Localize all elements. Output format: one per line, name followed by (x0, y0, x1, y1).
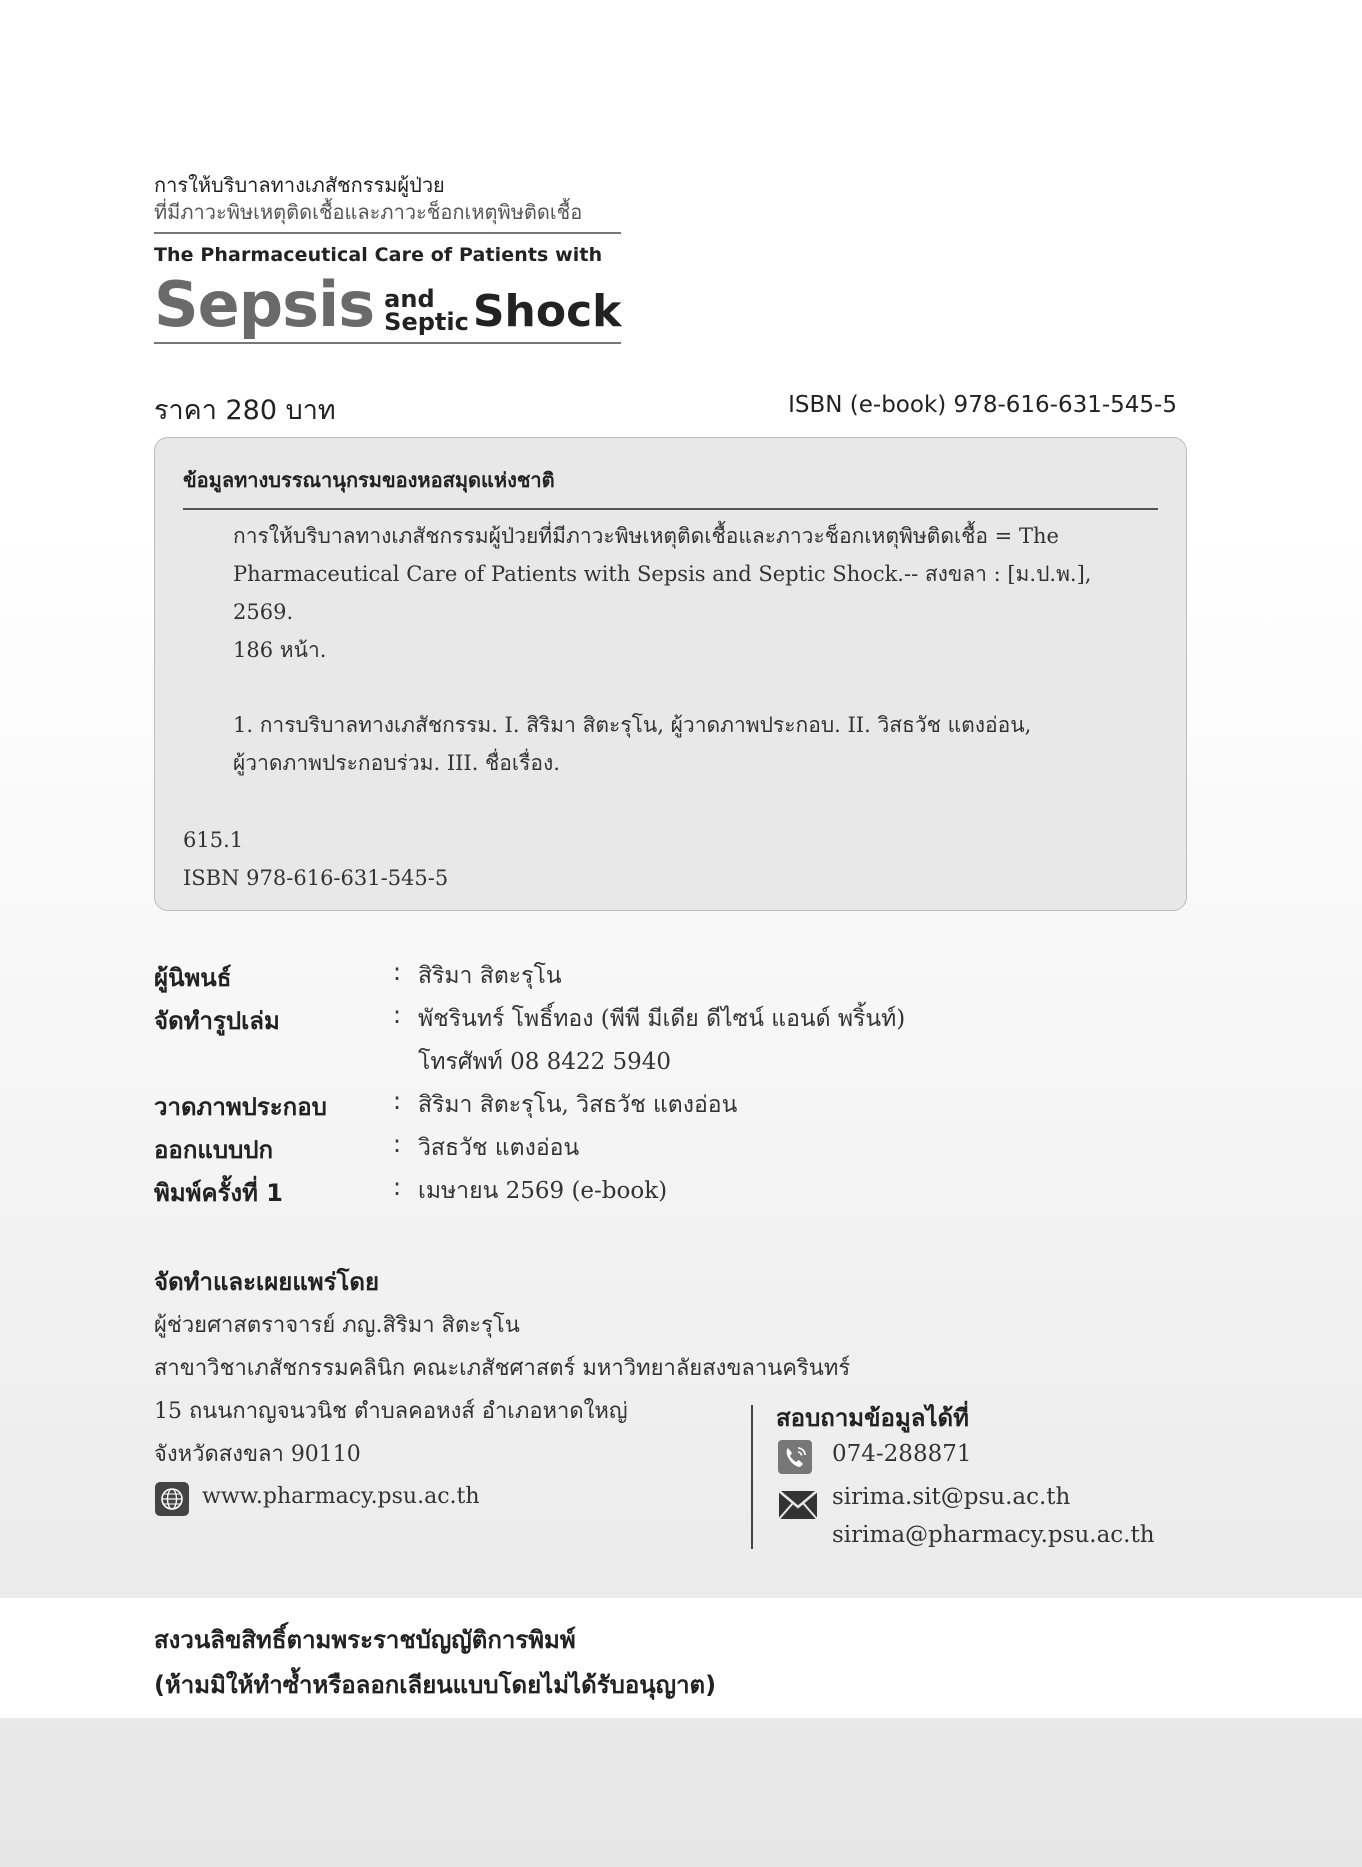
layout-value: พัชรินทร์ โพธิ์ทอง (พีพี มีเดีย ดีไซน์ แอนด์ พริ้นท์) (418, 1006, 906, 1032)
catalog-entry-line-3: 2569. (233, 600, 294, 624)
thai-title-line-2: ที่มีภาวะพิษเหตุติดเชื้อและภาวะช็อกเหตุพิษติดเชื้อ (154, 200, 583, 224)
edition-label: พิมพ์ครั้งที่ 1 (154, 1179, 283, 1207)
ebook-isbn: ISBN (e-book) 978-616-631-545-5 (788, 392, 1177, 418)
contact-email-2[interactable]: sirima@pharmacy.psu.ac.th (832, 1522, 1155, 1548)
author-label: ผู้นิพนธ์ (154, 964, 232, 992)
logo-and-word: and (384, 285, 435, 313)
credit-colon: : (393, 1173, 402, 1201)
catalog-entry-line-1: การให้บริบาลทางเภสัชกรรมผู้ป่วยที่มีภาวะพิษเหตุติดเชื้อและภาวะช็อกเหตุพิษติดเชื้อ = The (233, 524, 1059, 548)
sepsis-logo (154, 268, 624, 341)
catalog-heading: ข้อมูลทางบรรณานุกรมของหอสมุดแห่งชาติ (183, 468, 555, 492)
book-title-block (154, 172, 624, 344)
title-divider-top (154, 232, 621, 234)
catalog-isbn: ISBN 978-616-631-545-5 (183, 866, 449, 890)
cover-design-label: ออกแบบปก (154, 1136, 274, 1164)
logo-septic-word: Septic (384, 308, 469, 336)
layout-label: จัดทำรูปเล่ม (154, 1007, 280, 1035)
contact-divider (751, 1405, 753, 1549)
credit-colon: : (393, 958, 402, 986)
cover-design-value: วิสธวัช แตงอ่อน (418, 1135, 580, 1161)
author-value: สิริมา สิตะรุโน (418, 963, 562, 989)
catalog-subjects-line-1: 1. การบริบาลทางเภสัชกรรม. I. สิริมา สิตะรุโน, ผู้วาดภาพประกอบ. II. วิสธวัช แตงอ่อน, (233, 713, 1032, 737)
globe-icon (155, 1482, 189, 1516)
credit-colon: : (393, 1087, 402, 1115)
publisher-name: ผู้ช่วยศาสตราจารย์ ภญ.สิริมา สิตะรุโน (154, 1313, 520, 1338)
catalog-pages: 186 หน้า. (233, 638, 327, 662)
english-title: The Pharmaceutical Care of Patients with (154, 244, 603, 266)
catalog-divider (183, 508, 1158, 510)
cataloging-data-box (154, 437, 1187, 911)
layout-phone: โทรศัพท์ 08 8422 5940 (418, 1049, 672, 1075)
title-divider-bottom (154, 342, 621, 344)
catalog-entry-line-2: Pharmaceutical Care of Patients with Sepsis and Septic Shock.-- สงขลา : [ม.ป.พ.], (233, 562, 1092, 586)
contact-email-1[interactable]: sirima.sit@psu.ac.th (832, 1484, 1071, 1510)
publisher-address-line-2: จังหวัดสงขลา 90110 (154, 1442, 361, 1467)
logo-sepsis-word: Sepsis (154, 268, 375, 341)
contact-heading: สอบถามข้อมูลได้ที่ (776, 1404, 969, 1432)
publisher-heading: จัดทำและเผยแพร่โดย (154, 1268, 380, 1296)
price-label: ราคา 280 บาท (154, 395, 336, 426)
contact-phone[interactable]: 074-288871 (832, 1441, 972, 1467)
logo-shock-word: Shock (472, 286, 622, 337)
publisher-address-line-1: 15 ถนนกาญจนวนิช ตำบลคอหงส์ อำเภอหาดใหญ่ (154, 1399, 628, 1424)
illustration-label: วาดภาพประกอบ (154, 1093, 327, 1121)
edition-value: เมษายน 2569 (e-book) (418, 1178, 668, 1204)
copyright-line-2: (ห้ามมิให้ทำซ้ำหรือลอกเลียนแบบโดยไม่ได้รับอนุญาต) (154, 1671, 717, 1699)
website-link[interactable]: www.pharmacy.psu.ac.th (202, 1484, 480, 1509)
envelope-icon (778, 1490, 818, 1520)
catalog-classification: 615.1 (183, 828, 244, 852)
thai-title-line-1: การให้บริบาลทางเภสัชกรรมผู้ป่วย (154, 173, 445, 197)
catalog-subjects-line-2: ผู้วาดภาพประกอบร่วม. III. ชื่อเรื่อง. (233, 751, 560, 775)
copyright-line-1: สงวนลิขสิทธิ์ตามพระราชบัญญัติการพิมพ์ (154, 1626, 576, 1654)
illustration-value: สิริมา สิตะรุโน, วิสธวัช แตงอ่อน (418, 1092, 738, 1118)
phone-icon (778, 1440, 812, 1474)
publisher-department: สาขาวิชาเภสัชกรรมคลินิก คณะเภสัชศาสตร์ มหาวิทยาลัยสงขลานครินทร์ (154, 1356, 851, 1381)
credit-colon: : (393, 1130, 402, 1158)
credit-colon: : (393, 1001, 402, 1029)
